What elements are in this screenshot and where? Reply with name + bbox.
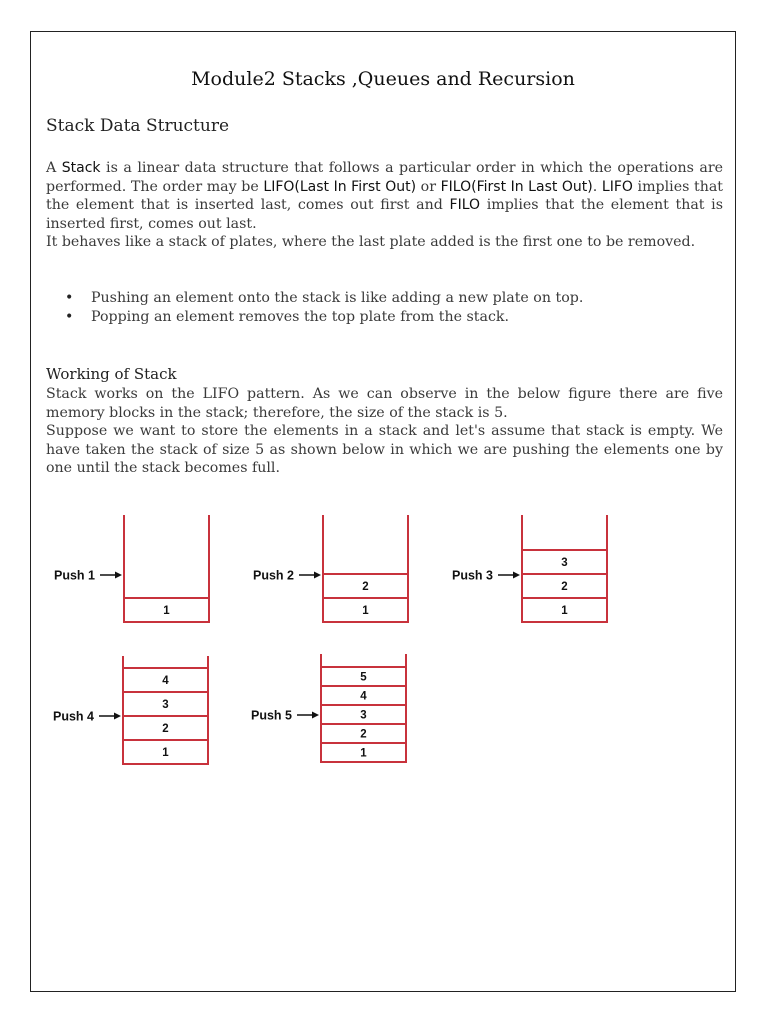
stack-cell-value: 2 <box>362 581 369 593</box>
term-filo-full: FILO(First In Last Out) <box>440 178 593 195</box>
stack-cell-value: 4 <box>360 690 367 703</box>
intro-text: or <box>416 178 441 195</box>
working-heading: Working of Stack <box>46 365 177 383</box>
stack-cell-value: 1 <box>561 605 568 617</box>
stack-diagram <box>53 656 209 764</box>
working-text: Stack works on the LIFO pattern. As we can observe in the below figure there are five memory blocks in the stack; therefore, the size of the stack is 5. <box>46 386 723 421</box>
intro-text: A <box>46 160 62 176</box>
arrow-head-icon <box>114 713 121 720</box>
stack-cell-value: 3 <box>162 699 169 711</box>
list-item: • Pushing an element onto the stack is like adding a new plate on top. <box>65 289 583 308</box>
stack-cell-value: 1 <box>163 605 170 617</box>
plates-analogy: It behaves like a stack of plates, where the last plate added is the first one to be removed. <box>46 234 696 251</box>
push-label: Push 1 <box>54 568 95 583</box>
arrow-head-icon <box>312 712 319 719</box>
stack-cell-value: 2 <box>360 728 367 741</box>
stack-diagram <box>251 654 407 762</box>
term-lifo-full: LIFO(Last In First Out) <box>263 178 417 195</box>
list-item: • Popping an element removes the top plate from the stack. <box>65 308 583 327</box>
stack-cell-value: 1 <box>162 747 169 759</box>
page-title: Module2 Stacks ,Queues and Recursion <box>191 68 575 90</box>
intro-text: is a linear data structure that follows a particular order in which the operations are performed. The order may be <box>46 160 723 195</box>
stack-cell-value: 4 <box>162 675 169 687</box>
section-heading: Stack Data Structure <box>46 116 230 136</box>
push-label: Push 4 <box>53 709 94 724</box>
term-filo: FILO <box>449 197 481 214</box>
push-label: Push 3 <box>452 568 493 583</box>
term-lifo: LIFO <box>601 178 633 195</box>
intro-text: . <box>592 178 602 195</box>
push-label: Push 5 <box>251 708 292 723</box>
stack-cell-value: 1 <box>360 747 367 760</box>
stack-cell-value: 2 <box>561 581 568 593</box>
intro-text: implies that the element that is inserted last, comes out first and <box>46 178 723 214</box>
intro-text: implies that the element that is inserted first, comes out last. <box>46 197 723 232</box>
working-text: Suppose we want to store the elements in a stack and let's assume that stack is empty. We have taken the stack of size 5 as shown below in which we are pushing the elements one by one until the stack becomes full. <box>46 423 723 477</box>
stack-cell-value: 1 <box>362 605 369 617</box>
arrow-head-icon <box>115 572 122 579</box>
push-label: Push 2 <box>253 568 294 583</box>
stack-diagram <box>452 515 608 622</box>
stack-cell-value: 5 <box>360 671 367 684</box>
term-stack: Stack <box>61 160 101 176</box>
stack-diagram <box>54 515 210 622</box>
stack-cell-value: 3 <box>561 557 568 569</box>
stack-cell-value: 3 <box>360 709 367 722</box>
stack-cell-value: 2 <box>162 723 169 735</box>
arrow-head-icon <box>314 572 321 579</box>
stack-diagram <box>253 515 409 622</box>
arrow-head-icon <box>513 572 520 579</box>
